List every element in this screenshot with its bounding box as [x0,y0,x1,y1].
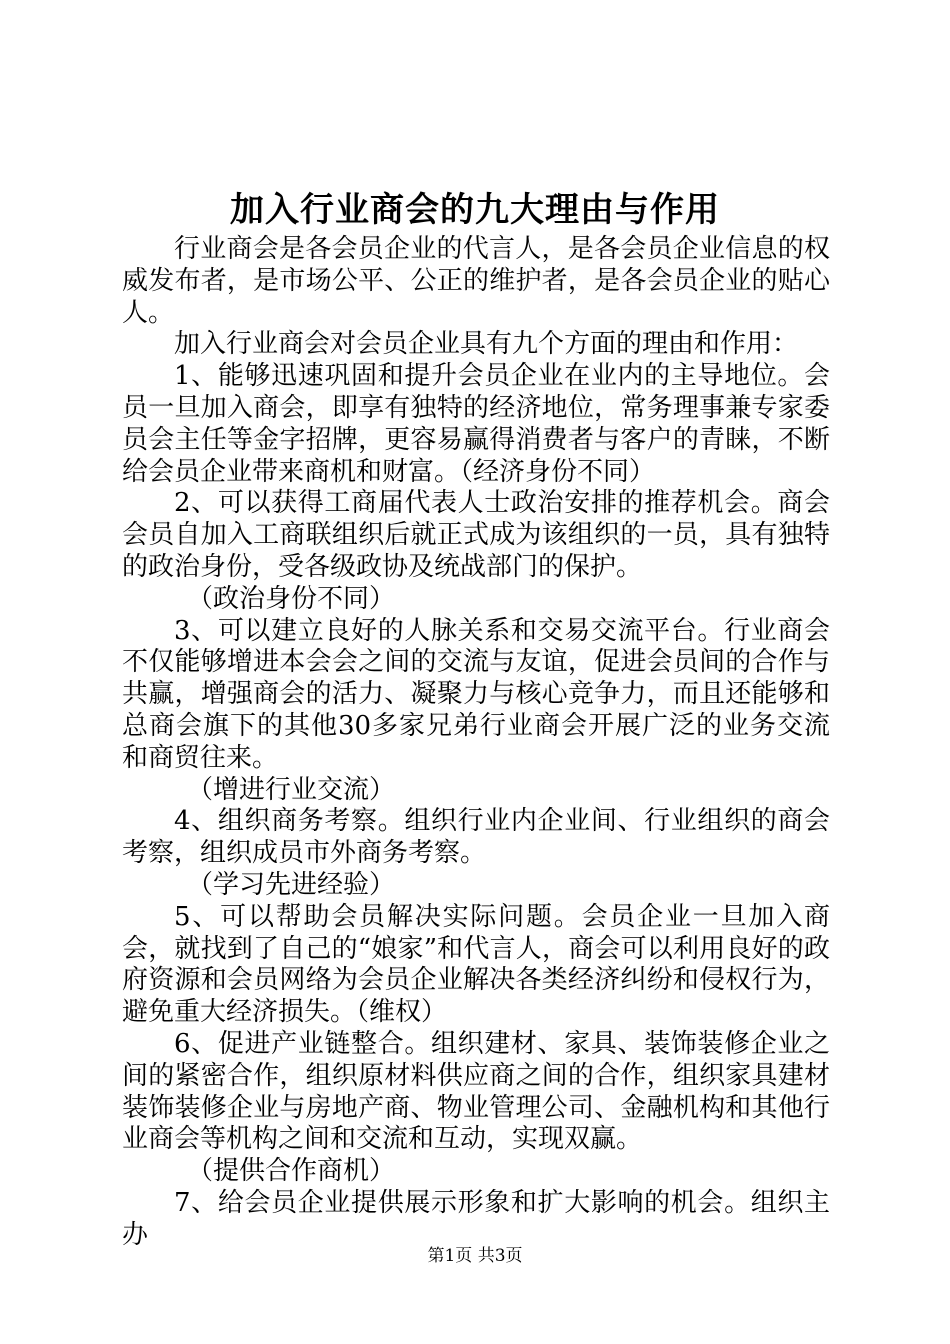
paragraph-note-6: （提供合作商机） [187,1156,396,1187]
paragraph-item-5: 5、可以帮助会员解决实际问题。会员企业一旦加入商会，就找到了自己的“娘家”和代言人，商会可以利用良好的政府资源和会员网络为会员企业解决各类经济纠纷和侵权行为，避免重大经济损失。（维权） [122,901,830,1028]
document-body [122,234,830,1252]
paragraph-item-7: 7、给会员企业提供展示形象和扩大影响的机会。组织主办 [122,1187,830,1250]
paragraph-lead: 加入行业商会对会员企业具有九个方面的理由和作用： [174,329,799,360]
page-number-footer: 第1页 共3页 [427,1246,523,1266]
paragraph-item-2: 2、可以获得工商届代表人士政治安排的推荐机会。商会会员自加入工商联组织后就正式成为该组织的一员，具有独特的政治身份，受各级政协及统战部门的保护。 [122,488,830,582]
paragraph-item-6: 6、促进产业链整合。组织建材、家具、装饰装修企业之间的紧密合作，组织原材料供应商之间的合作，组织家具建材装饰装修企业与房地产商、物业管理公司、金融机构和其他行业商会等机构之间和交流和互动，实现双赢。 [122,1028,830,1155]
paragraph-item-4: 4、组织商务考察。组织行业内企业间、行业组织的商会考察，组织成员市外商务考察。 [122,806,830,869]
paragraph-note-2: （政治身份不同） [187,583,396,614]
document-title: 加入行业商会的九大理由与作用 [230,190,720,230]
paragraph-note-3: （增进行业交流） [187,774,396,805]
paragraph-item-1: 1、能够迅速巩固和提升会员企业在业内的主导地位。会员一旦加入商会，即享有独特的经济地位，常务理事兼专家委员会主任等金字招牌，更容易赢得消费者与客户的青睐，不断给会员企业带来商机和财富。（经济身份不同） [122,361,830,487]
paragraph-note-4: （学习先进经验） [187,869,396,900]
paragraph-intro: 行业商会是各会员企业的代言人，是各会员企业信息的权威发布者，是市场公平、公正的维护者，是各会员企业的贴心人。 [122,234,830,328]
paragraph-item-3: 3、可以建立良好的人脉关系和交易交流平台。行业商会不仅能够增进本会会之间的交流与友谊，促进会员间的合作与共赢，增强商会的活力、凝聚力与核心竞争力，而且还能够和总商会旗下的其他30多家兄弟行业商会开展广泛的业务交流和商贸往来。 [122,615,830,773]
